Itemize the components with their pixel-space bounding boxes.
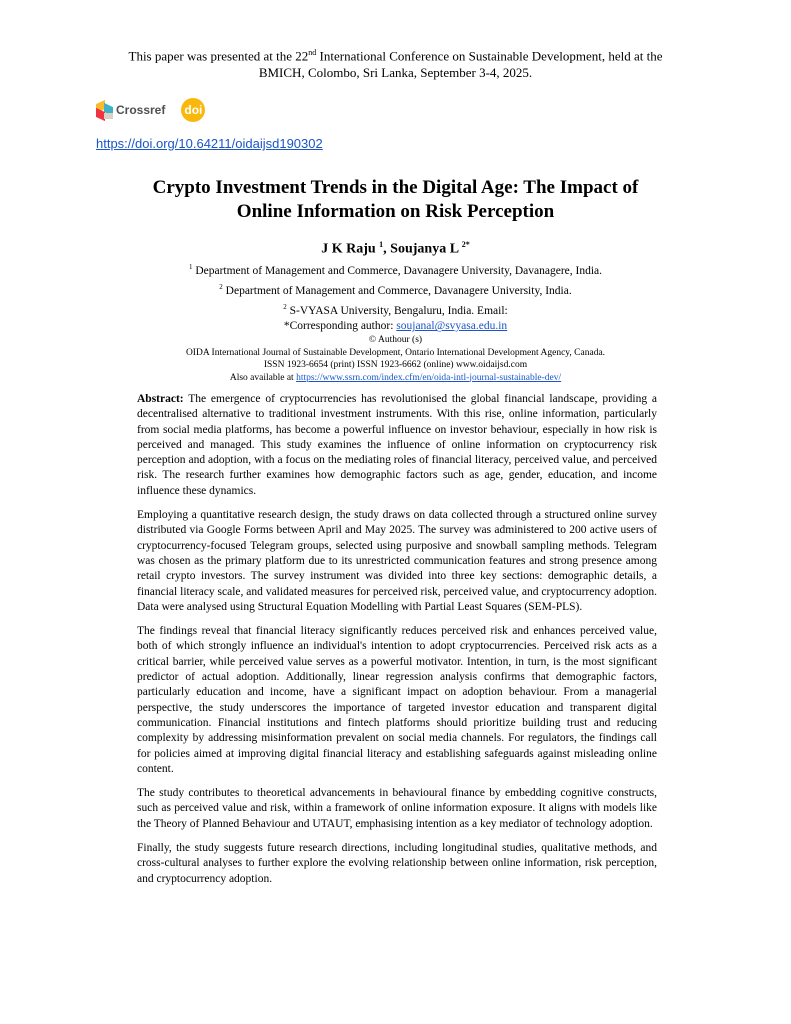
affiliation-3: $^2$ S-VYASA University, Bengaluru, India. Email:: [283, 302, 508, 317]
crossref-icon: [96, 102, 113, 119]
affiliation-2: $^2$ Department of Management and Commerce, Davanagere University, India.: [219, 282, 572, 297]
doi-logo-icon[interactable]: doi: [181, 98, 205, 122]
copyright-line: © Authour (s): [368, 335, 423, 345]
abstract-paragraph-5: Finally, the study suggests future research directions, including longitudinal studies, qualitative methods, and cross-cultural analyses to further explore the evolving relationship between online information, risk perception, and cryptocurrency adoption.: [137, 842, 657, 885]
affiliation-1: $^1$ Department of Management and Commerce, Davanagere University, Davanagere, India.: [188, 263, 603, 277]
affiliations: [60, 259, 731, 334]
issn-line: ISSN 1923-6654 (print) ISSN 1923-6662 (online) www.oidaijsd.com: [263, 360, 528, 370]
abstract-section: [137, 392, 657, 896]
ssrn-link[interactable]: https://www.ssrn.com/index.cfm/en/oida-intl-journal-sustainable-dev/: [296, 372, 562, 383]
corresponding-author: *Corresponding author: soujanal@svyasa.edu.in: [283, 320, 508, 333]
author-1: J K Raju: [321, 241, 380, 257]
corresponding-email-link[interactable]: soujanal@svyasa.edu.in: [396, 320, 508, 333]
paper-title-line1: Crypto Investment Trends in the Digital Age: The Impact of: [152, 177, 639, 198]
doi-link[interactable]: https://doi.org/10.64211/oidaijsd190302: [96, 136, 323, 151]
abstract-label: Abstract:: [137, 393, 184, 405]
author-list: J K Raju $^1$, Soujanya L $^{2*}$: [321, 240, 470, 257]
paper-title: [80, 176, 711, 224]
crossref-logo[interactable]: [96, 102, 165, 119]
abstract-paragraph-1: Abstract: The emergence of cryptocurrencies has revolutionised the global financial landscape, providing a decentralised alternative to traditional investment instruments. With this rise, online information, particularly from social media platforms, has become a powerful influence on investor behaviour, especially in how risk is perceived and managed. This study examines the influence of online information on cryptocurrency risk perception and adoption, with a focus on the mediating roles of financial literacy, perceived value, and perceived risk. The research further examines how demographic factors such as age, gender, education, and income influence these dynamics.: [137, 393, 657, 497]
paper-title-line2: Online Information on Risk Perception: [236, 201, 555, 222]
publisher-logos: [96, 98, 205, 122]
abstract-paragraph-3: The findings reveal that financial literacy significantly reduces perceived risk and enhances perceived value, both of which strongly influence an individual's intention to adopt cryptocurrencies. Perceived risk acts as a critical barrier, while perceived value serves as a powerful motivator. Intention, in turn, is the most significant predictor of actual adoption. Additionally, linear regression analysis confirms that demographic factors, particularly education and income, have a significant impact on adoption behaviour. From a managerial perspective, the study underscores the importance of targeted investor education and transparent digital communication. Financial institutions and fintech platforms should prioritize building trust and reducing complexity by addressing misinformation prevalent on social media channels. For regulators, the findings call for policies aimed at improving digital financial literacy and establishing safeguards against misleading online content.: [137, 625, 657, 775]
journal-line: OIDA International Journal of Sustainable Development, Ontario International Development Agency, Canada.: [185, 347, 606, 358]
abstract-paragraph-4: The study contributes to theoretical advancements in behavioural finance by embedding cognitive constructs, such as perceived value and risk, within a framework of online information exposure. It aligns with models like the Theory of Planned Behaviour and UTAUT, emphasising intention as a key mediator of technology adoption.: [137, 787, 657, 830]
author-2: Soujanya L: [390, 241, 462, 257]
abstract-paragraph-2: Employing a quantitative research design, the study draws on data collected through a structured online survey distributed via Google Forms between April and May 2025. The survey was administered to 200 active users of cryptocurrency-focused Telegram groups, selected using purposive and snowball sampling methods. Telegram was chosen as the primary platform due to its unrestricted communication features and strong presence among retail crypto investors. The survey instrument was divided into three key sections: demographic details, a financial literacy scale, and validated measures for perceived risk, perceived value, and cryptocurrency adoption. Data were analysed using Structural Equation Modelling with Partial Least Squares (SEM-PLS).: [137, 509, 657, 613]
copyright-block: [60, 334, 731, 384]
conference-note-line2: BMICH, Colombo, Sri Lanka, September 3-4, 2025.: [258, 65, 533, 81]
conference-note-line1: This paper was presented at the 22nd International Conference on Sustainable Development, held at the: [128, 48, 663, 64]
conference-note: [60, 44, 731, 81]
availability-line: Also available at https://www.ssrn.com/index.cfm/en/oida-intl-journal-sustainable-dev/: [229, 372, 562, 383]
crossref-wordmark: Crossref: [116, 103, 166, 117]
